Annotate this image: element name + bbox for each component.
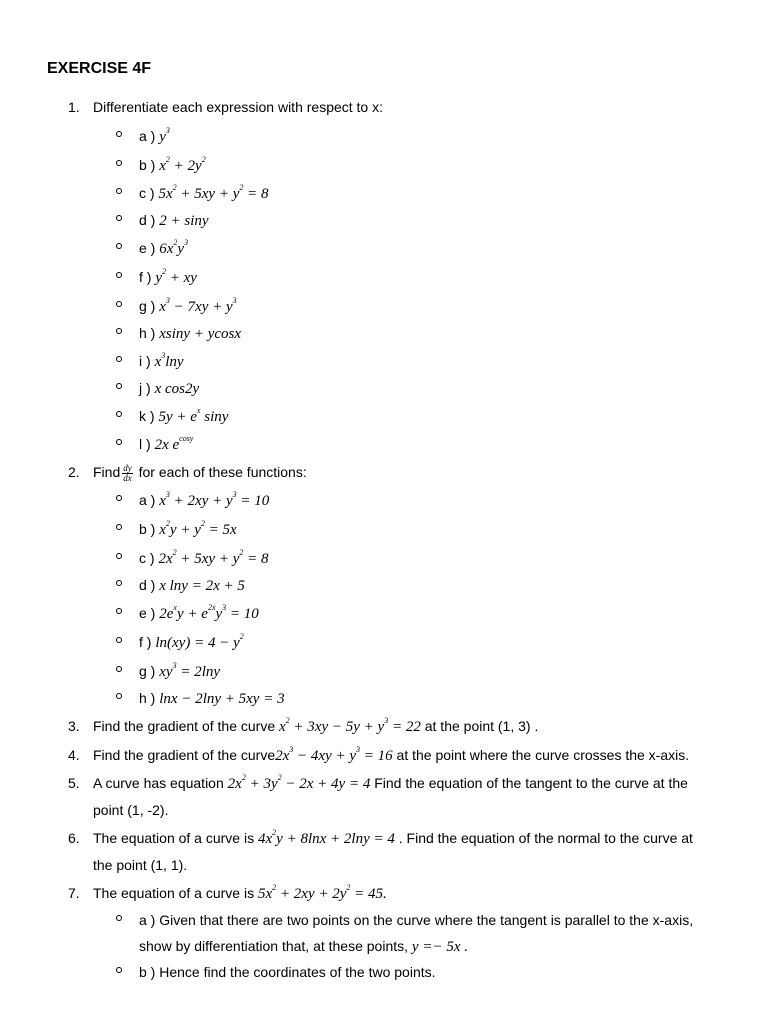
question-text: A curve has equation <box>93 775 224 791</box>
math-expression: $4x^2y + 8\ln x + 2\ln y = 4$ <box>258 828 395 847</box>
bullet-icon <box>116 160 122 166</box>
math-expression: $y^3$ <box>159 126 170 145</box>
question-text-suffix: for each of these functions: <box>138 464 307 480</box>
bullet-icon <box>116 637 122 643</box>
math-expression: x lny = 2x + 5 <box>159 578 245 594</box>
question-text: Hence find the coordinates of the two points. <box>159 964 436 980</box>
bullet-icon <box>116 272 122 278</box>
question-text: at the point where the curve crosses the x-axis. <box>396 747 690 763</box>
question-number: 1. <box>68 99 80 115</box>
bullet-icon <box>116 608 122 614</box>
derivative-fraction: $\frac{dy}{dx}$ <box>123 462 132 483</box>
item-label: g ) <box>139 663 156 679</box>
item-label: c ) <box>139 550 155 566</box>
item-label: b ) <box>139 157 156 173</box>
bullet-icon <box>116 356 122 362</box>
bullet-icon <box>116 693 122 699</box>
question-number: 6. <box>68 830 80 846</box>
question-number: 4. <box>68 747 80 763</box>
question-text: at the point (1, 3) . <box>424 718 539 734</box>
question-number: 2. <box>68 464 80 480</box>
bullet-icon <box>116 439 122 445</box>
math-expression: x cos2y <box>154 381 200 397</box>
math-expression: y =− 5x . <box>411 939 469 955</box>
item-label: i ) <box>139 353 151 369</box>
bullet-icon <box>116 131 122 137</box>
bullet-icon <box>116 967 122 973</box>
bullet-icon <box>116 383 122 389</box>
question-text-prefix: Find <box>93 464 121 480</box>
bullet-icon <box>116 188 122 194</box>
bullet-icon <box>116 495 122 501</box>
item-label: j ) <box>139 380 151 396</box>
item-label: g ) <box>139 298 156 314</box>
question-text: . Find the equation of the normal to the curve at <box>398 830 693 846</box>
math-expression: xsiny + ycosx <box>159 326 241 342</box>
question-text: Differentiate each expression with respect to x: <box>93 99 384 115</box>
item-label: l ) <box>139 436 151 452</box>
question-number: 3. <box>68 718 80 734</box>
math-expression: $\ln(xy) = 4 - y^2$ <box>155 632 244 651</box>
item-label: e ) <box>139 605 156 621</box>
math-expression: $2x^3 - 4xy + y^3 = 16$ <box>275 745 393 764</box>
bullet-icon <box>116 666 122 672</box>
math-expression: $xy^3 = 2\ln y$ <box>159 661 221 680</box>
item-label: h ) <box>139 325 156 341</box>
item-label: f ) <box>139 269 152 285</box>
question-text: The equation of a curve is <box>93 885 255 901</box>
math-expression: $5y + e^x$ siny <box>158 406 229 425</box>
question-number: 7. <box>68 885 80 901</box>
bullet-icon <box>116 553 122 559</box>
math-expression: $x^3 + 2xy + y^3 = 10$ <box>159 490 270 509</box>
bullet-icon <box>116 243 122 249</box>
item-label: c ) <box>139 185 155 201</box>
bullet-icon <box>116 524 122 530</box>
math-expression: $6x^2y^3$ <box>159 238 189 257</box>
math-expression: $x^2y + y^2 = 5x$ <box>159 519 237 538</box>
item-label: a ) <box>139 492 156 508</box>
math-expression: $2x^2 + 5xy + y^2 = 8$ <box>158 548 269 567</box>
math-expression: $x^2 + 2y^2$ <box>159 155 206 174</box>
bullet-icon <box>116 915 122 921</box>
item-label: a ) <box>139 912 156 928</box>
bullet-icon <box>116 580 122 586</box>
question-text: Find the gradient of the curve <box>93 747 276 763</box>
item-label: d ) <box>139 577 156 593</box>
math-expression: $y^2$ + xy <box>155 267 197 286</box>
math-expression: $2e^xy + e^{2x}y^3 = 10$ <box>159 603 259 622</box>
math-expression: $5x^2 + 5xy + y^2 = 8$ <box>158 183 269 202</box>
question-text: point (1, -2). <box>93 802 169 818</box>
item-label: k ) <box>139 408 155 424</box>
question-text: show by differentiation that, at these points, <box>139 938 409 954</box>
question-text: Find the equation of the tangent to the curve at the <box>374 775 688 791</box>
question-text: Given that there are two points on the curve where the tangent is parallel to the x-axis, <box>159 912 694 928</box>
math-expression: $x^3\ln y$ <box>154 351 184 370</box>
math-expression: 2 + siny <box>159 213 209 229</box>
math-expression: $5x^2 + 2xy + 2y^2 = 45$. <box>258 883 387 902</box>
bullet-icon <box>116 411 122 417</box>
bullet-icon <box>116 301 122 307</box>
math-expression: $x^3 - 7xy + y^3$ <box>159 296 237 315</box>
question-number: 5. <box>68 775 80 791</box>
item-label: b ) <box>139 521 156 537</box>
math-expression: $2x^2 + 3y^2 - 2x + 4y = 4$ <box>227 773 371 792</box>
math-expression: 2x $e^{cosy}$ <box>154 434 194 453</box>
question-text: The equation of a curve is <box>93 830 255 846</box>
item-label: h ) <box>139 690 156 706</box>
question-text: the point (1, 1). <box>93 857 188 873</box>
math-expression: lnx − 2lny + 5xy = 3 <box>159 691 285 707</box>
bullet-icon <box>116 328 122 334</box>
question-text: Find the gradient of the curve <box>93 718 276 734</box>
item-label: e ) <box>139 240 156 256</box>
bullet-icon <box>116 215 122 221</box>
page-title: EXERCISE 4F <box>47 60 152 77</box>
item-label: d ) <box>139 212 156 228</box>
math-expression: $x^2 + 3xy - 5y + y^3 = 22$ <box>279 716 421 735</box>
item-label: a ) <box>139 128 156 144</box>
item-label: f ) <box>139 634 152 650</box>
item-label: b ) <box>139 964 156 980</box>
